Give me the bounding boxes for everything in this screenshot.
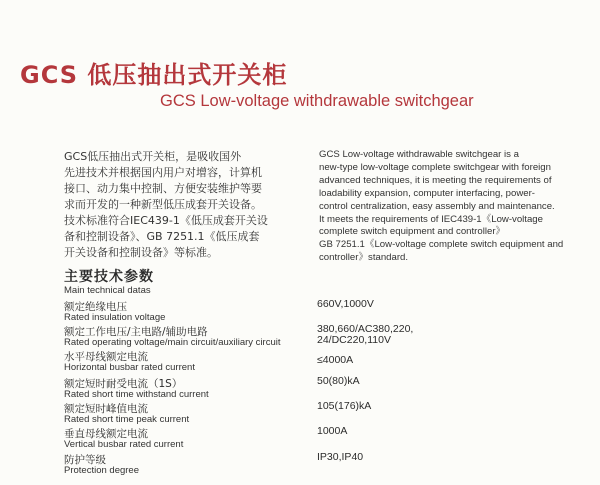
spec-value-line: IP30,IP40 [317, 451, 364, 463]
intro-line-english: GB 7251.1《Low-voltage complete switch equipment and [319, 239, 564, 251]
spec-value-line: 660V,1000V [317, 298, 374, 310]
spec-value [317, 324, 413, 346]
spec-name-english: Rated operating voltage/main circuit/auxiliary circuit [64, 337, 281, 348]
spec-name-chinese: 额定绝缘电压 [64, 301, 127, 313]
spec-name-chinese: 额定短时耐受电流（1S） [64, 378, 183, 390]
spec-name-english: Rated short time withstand current [64, 389, 209, 400]
spec-name-chinese: 额定短时峰值电流 [64, 403, 148, 415]
spec-name-chinese: 垂直母线额定电流 [64, 428, 148, 440]
spec-value-line: 50(80)kA [317, 375, 360, 387]
intro-line-chinese: GCS低压抽出式开关柜，是吸收国外 [64, 150, 242, 163]
spec-value-line: ≤4000A [317, 354, 354, 366]
intro-line-english: new-type low-voltage complete switchgear with foreign [319, 161, 551, 173]
intro-paragraph-chinese [64, 149, 302, 261]
intro-line-english: advanced techniques, it is meeting the requirements of [319, 174, 552, 186]
intro-line-chinese: 接口、动力集中控制、方便安装维护等要 [64, 182, 262, 195]
intro-line-english: GCS Low-voltage withdrawable switchgear is a [319, 149, 519, 160]
spec-name-english: Vertical busbar rated current [64, 439, 184, 450]
spec-value [317, 376, 360, 387]
spec-value-line: 24/DC220,110V [317, 334, 391, 346]
spec-value-line: 1000A [317, 425, 348, 437]
spec-value [317, 401, 371, 412]
spec-name-english: Rated insulation voltage [64, 312, 166, 323]
intro-line-english: It meets the requirements of IEC439-1《Low-voltage [319, 213, 543, 225]
title-english: GCS Low-voltage withdrawable switchgear [160, 92, 474, 110]
intro-line-chinese: 技术标准符合IEC439-1《低压成套开关设 [64, 214, 268, 227]
intro-line-english: control centralization, easy assembly and maintenance. [319, 200, 555, 212]
intro-line-english: loadability expansion, computer interfacing, power- [319, 187, 535, 199]
intro-line-english: complete switch equipment and controller》 [319, 226, 506, 238]
title-chinese: GCS 低压抽出式开关柜 [20, 61, 288, 89]
intro-line-chinese: 求而开发的一种新型低压成套开关设备。 [64, 198, 262, 211]
spec-value [317, 452, 363, 463]
intro-line-chinese: 先进技术并根据国内用户对增容，计算机 [64, 166, 262, 179]
intro-line-chinese: 开关设备和控制设备》等标准。 [64, 246, 218, 259]
specs-heading-english: Main technical datas [64, 285, 151, 296]
spec-name-chinese: 防护等级 [64, 454, 106, 466]
intro-line-chinese: 备和控制设备》、GB 7251.1《低压成套 [64, 230, 260, 243]
spec-name-chinese: 水平母线额定电流 [64, 351, 148, 363]
spec-name-chinese: 额定工作电压/主电路/辅助电路 [64, 326, 208, 338]
spec-value-line: 105(176)kA [317, 400, 372, 412]
spec-value-line: 380,660/AC380,220, [317, 323, 414, 335]
spec-name-english: Horizontal busbar rated current [64, 362, 195, 373]
spec-name-english: Protection degree [64, 465, 139, 476]
specs-heading-chinese: 主要技术参数 [64, 269, 154, 285]
intro-line-english: controller》standard. [319, 252, 409, 264]
spec-value [317, 299, 374, 310]
spec-name-english: Rated short time peak current [64, 414, 190, 425]
spec-value [317, 426, 347, 437]
spec-value [317, 355, 353, 366]
intro-paragraph-english [319, 149, 589, 265]
